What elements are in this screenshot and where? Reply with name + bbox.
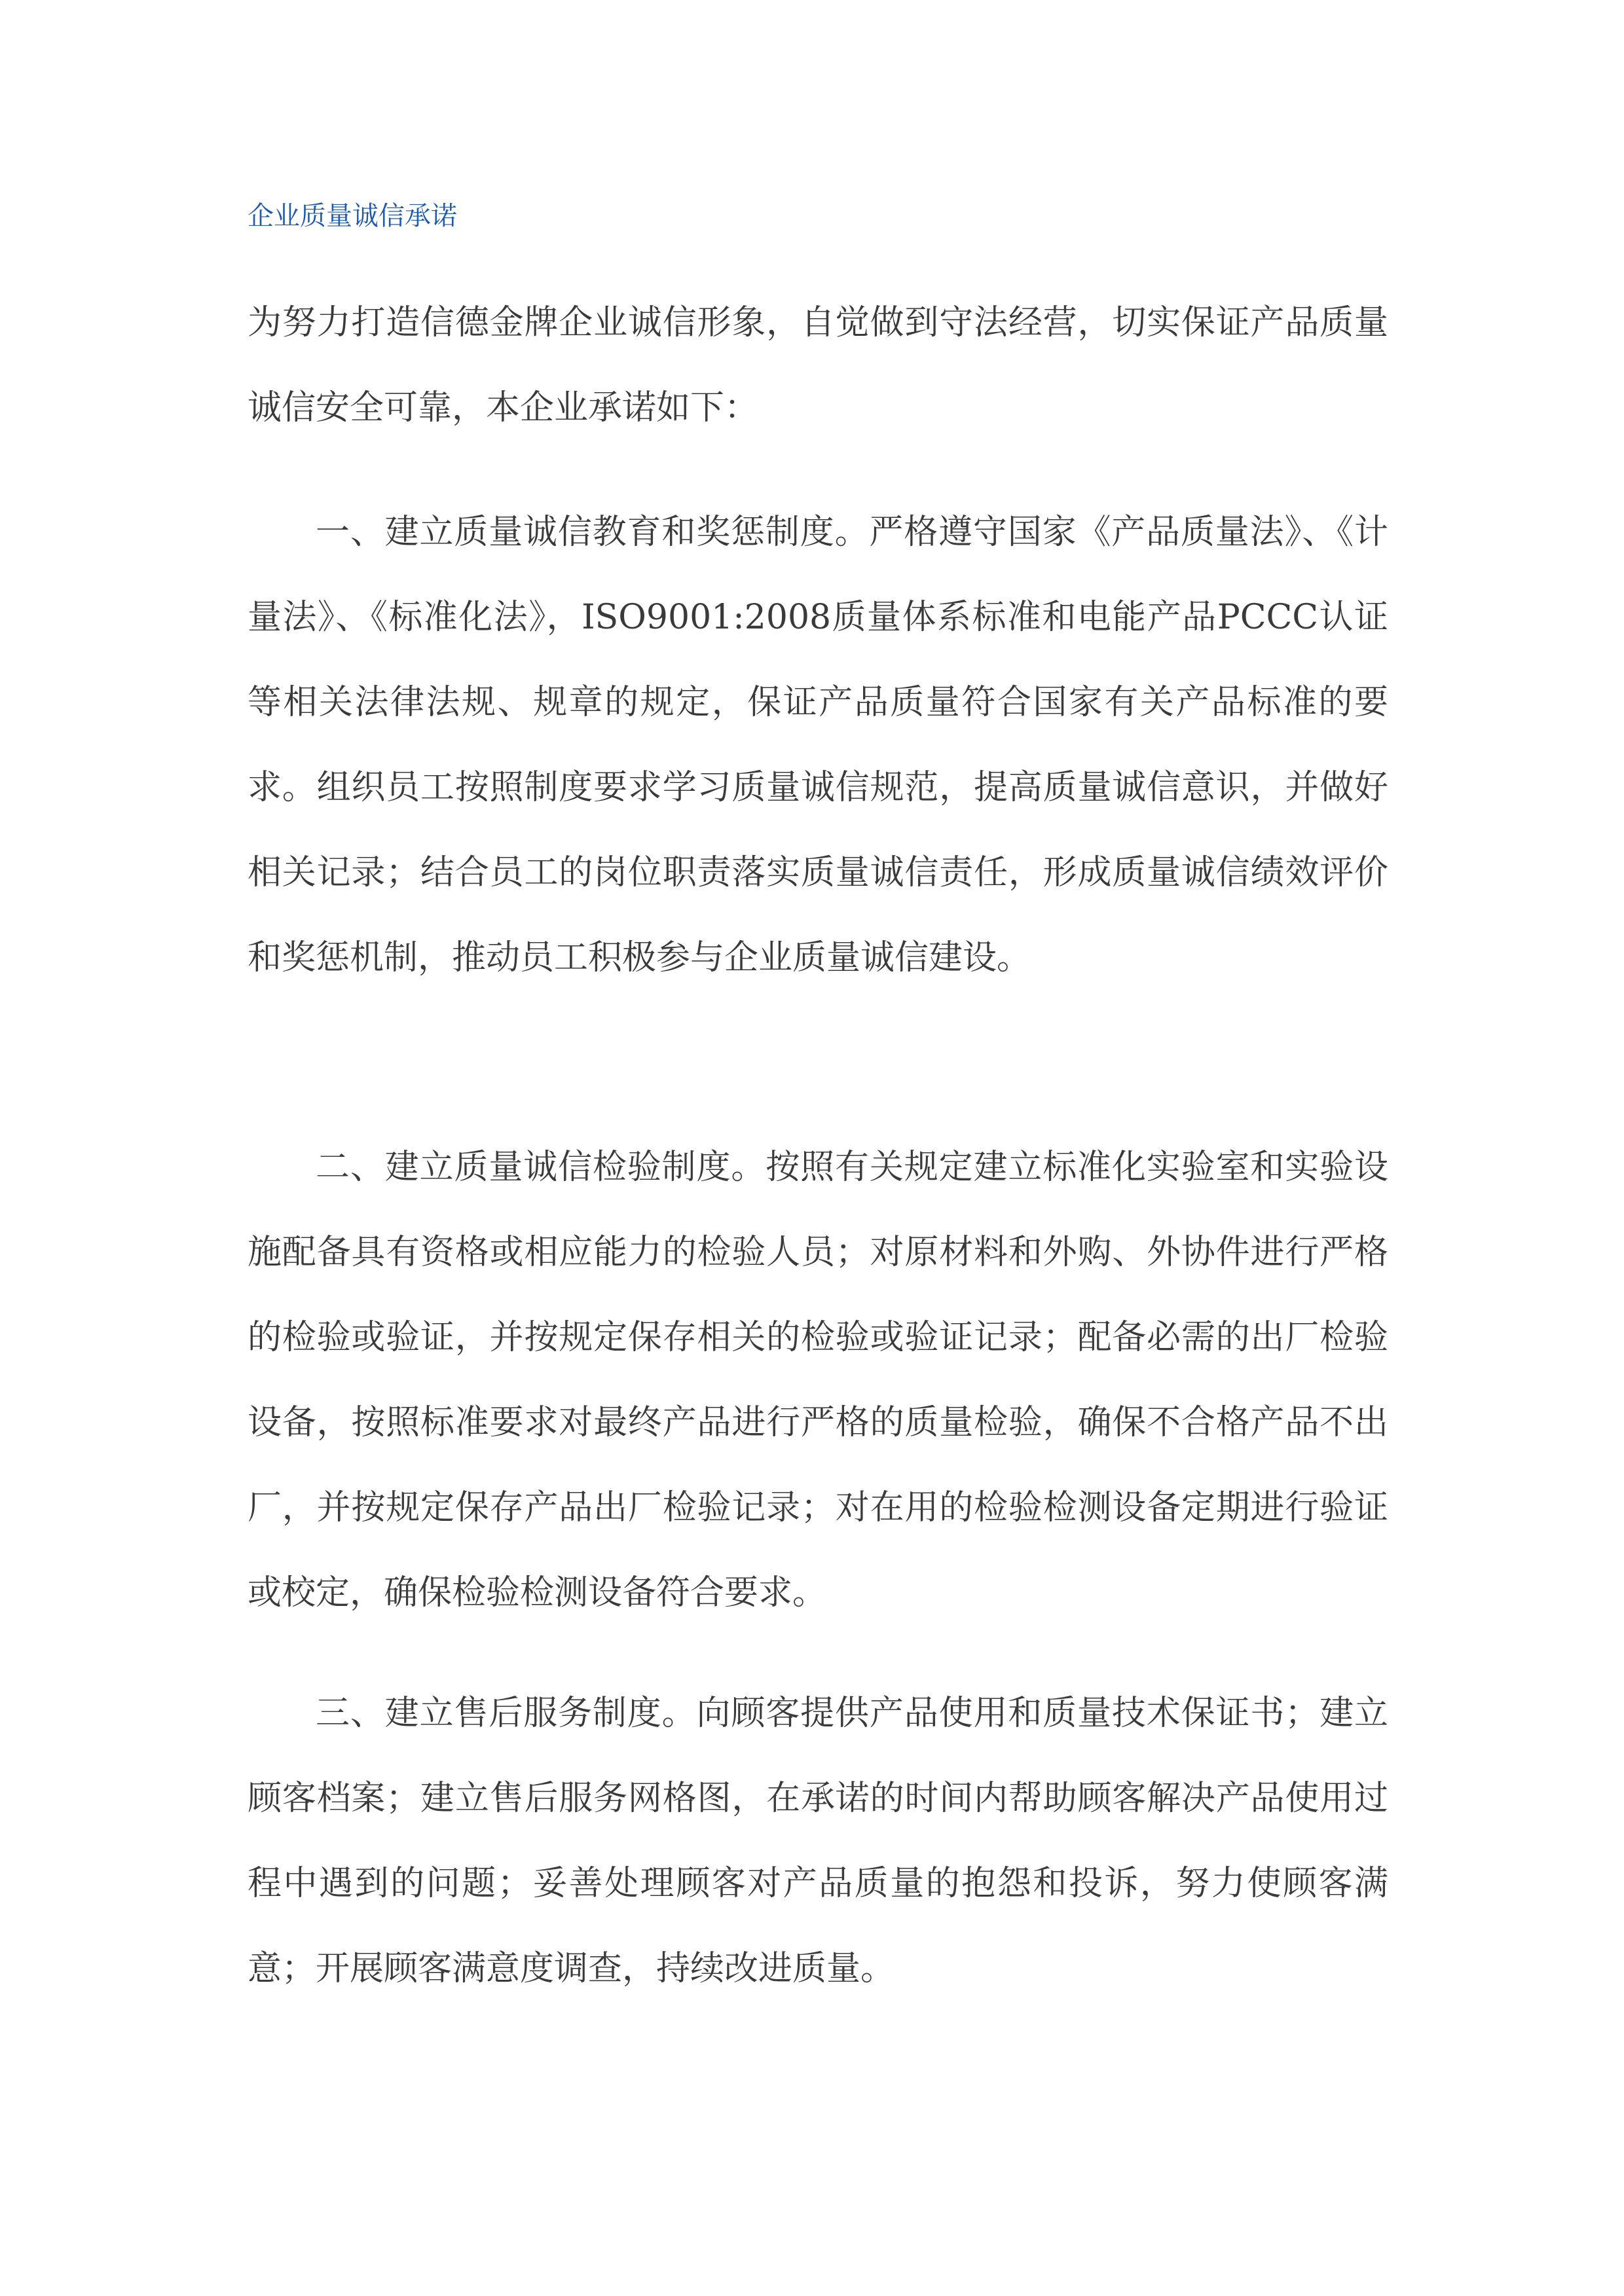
- section-paragraph-3: 三、建立售后服务制度。向顾客提供产品使用和质量技术保证书；建立顾客档案；建立售后服务网格图，在承诺的时间内帮助顾客解决产品使用过程中遇到的问题；妥善处理顾客对产品质量的抱怨和投诉，努力使顾客满意；开展顾客满意度调查，持续改进质量。: [248, 1694, 1388, 1988]
- document-title: 企业质量诚信承诺: [248, 201, 457, 231]
- intro-paragraph: 为努力打造信德金牌企业诚信形象，自觉做到守法经营，切实保证产品质量诚信安全可靠，本企业承诺如下：: [248, 303, 1388, 428]
- section-paragraph-2: 二、建立质量诚信检验制度。按照有关规定建立标准化实验室和实验设施配备具有资格或相应能力的检验人员；对原材料和外购、外协件进行严格的检验或验证，并按规定保存相关的检验或验证记录；配备必需的出厂检验设备，按照标准要求对最终产品进行严格的质量检验，确保不合格产品不出厂，并按规定保存产品出厂检验记录；对在用的检验检测设备定期进行验证或校定，确保检验检测设备符合要求。: [248, 1148, 1388, 1613]
- section-paragraph-1: 一、建立质量诚信教育和奖惩制度。严格遵守国家《产品质量法》、《计量法》、《标准化法》，ISO9001:2008质量体系标准和电能产品PCCC认证等相关法律法规、规章的规定，保证产品质量符合国家有关产品标准的要求。组织员工按照制度要求学习质量诚信规范，提高质量诚信意识，并做好相关记录；结合员工的岗位职责落实质量诚信责任，形成质量诚信绩效评价和奖惩机制，推动员工积极参与企业质量诚信建设。: [248, 513, 1388, 977]
